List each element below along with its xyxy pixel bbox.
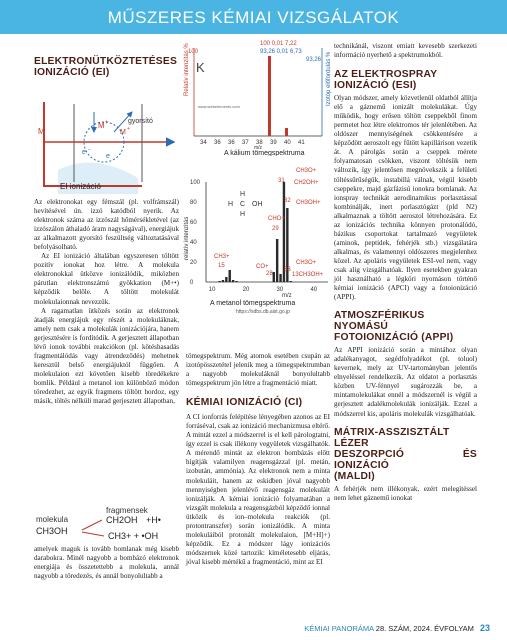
maldi-heading-line2: DESZORPCIÓ ÉS IONIZÁCIÓ [334, 448, 477, 471]
methanol-struct-c: C [240, 201, 246, 208]
esi-paragraph-1: Olyan módszer, amely közvetlenül oldatból állítja elő a gáznemű ionizált molekulákat. Úgy működik, hogy erősen töltött cseppekből finom permetet hoz létre elektromos tér jelenlétében. Az oldószer mennyiségének csökkentésére a képződött aeroszolt egy fűtött kapillárison vezetik át. A párolgás során a cseppek mérete folyamatosan csökken, viszont töltésük nem változik, így jelentősen megnövekszik a felületi töltéssűrűségük, instabillá válnak, végül kisebb cseppekre, majd gázfázisú ionokra bomlanak. Az ionspray technikát aerodinamikus porlasztással kombinálják, inert porlasztógázt (pld N2) alkalmaznak a töltött aeroszol létrehozására. Ez az ionizációs technika könnyen protonálódó, bázikus csoportokat tartalmazó vegyületek (aminok, peptidek, fehérjék stb.) vizsgálatára alkalmas, és valamennyi oldószeres megjelenhez közel. Az apoláris vegyületek ESI-vel nem, vagy csak alig vizsgálhatóak. Ilyen esetekben gyakran jól használható a légköri nyomáson történő kémiai ionizáció (APCI) vagy a fotoionizáció (APPI). [334, 94, 477, 302]
scheme-ch3oh: CH3OH [36, 526, 68, 536]
methanol-struct-oh: OH [252, 201, 263, 208]
spectrum2-bar [225, 277, 227, 282]
maldi-heading-line1: MÁTRIX-ASSZISZTÁLT LÉZER [334, 426, 450, 449]
ei-heading [34, 56, 184, 78]
methanol-spectrum [182, 160, 332, 340]
spectrum2-label-cho: CHO+ [268, 216, 285, 222]
spectrum2-bar [290, 281, 292, 282]
spectrum2-bar [273, 272, 275, 282]
spectrum2-ytick: 60 [190, 220, 197, 226]
methanol-struct-h-top: H [240, 191, 246, 198]
spectrum2-bar [222, 280, 224, 282]
ei-paragraph-2: Az EI ionizáció általában egyszeresen töltött pozitív ionokat hoz létre. A molekula elektronokkal ütközve ionizálódik, miközben párutlan elektronszámú gyökkation (M+•) képződik belőle. A töltött molekulát molekulaionnak nevezzük. [34, 252, 179, 306]
spectrum1-xtick: 37 [242, 140, 249, 146]
page-footer [0, 623, 490, 633]
spectrum1-xtick: 41 [298, 140, 305, 146]
spectrum2-label-n29: 29 [272, 226, 279, 232]
maldi-paragraph-1: A fehérjék nem illékonyak, ezért melegítéssel nem lehet gáznemű ionokat [334, 484, 477, 502]
spectrum1-caption: A kálium tömegspektruma [224, 150, 305, 156]
spectrum1-xlabel: m/z [254, 145, 263, 151]
scheme-ch3: CH3+ + •OH [108, 531, 159, 541]
ei-paragraph-1: Az elektronokat egy fémszál (pl. volfrámszál) hevítésével ún. izzó katódból nyerik. Az elektronok száma az izzószál hőmérsékletével (az izzószálon áthaladó áram nagyságával), energiájuk az alkalmazott gyorsító feszültség változtatásával befolyásolható. [34, 198, 179, 252]
ei-heading-line1: ELEKTRONÜTKÖZTETÉSES [34, 56, 178, 67]
page-header [0, 0, 507, 34]
spectrum1-url: www.webelements.com [198, 104, 240, 109]
footer-magazine: KÉMIAI PANORÁMA [304, 624, 374, 633]
potassium-spectrum [182, 36, 332, 156]
scheme-molecule-label: molekula [36, 515, 69, 524]
appi-heading-line2: FOTOIONIZÁCIÓ (APPI) [334, 332, 454, 344]
methanol-struct-h-left: H [228, 201, 234, 208]
ei-diagram-accel-label: gyorsító [128, 118, 153, 125]
esi-heading-line1: AZ ELEKTROSPRAY [334, 69, 438, 81]
spectrum2-ytick: 100 [190, 180, 201, 186]
spectrum1-xtick: 36 [228, 140, 235, 146]
spectrum1-xtick: 38 [256, 140, 263, 146]
right-intro: technikánál, viszont emiatt kevesebb szerkezeti információ nyerhető a spektrumokból. [334, 42, 477, 60]
spectrum2-bar [279, 274, 281, 282]
spectrum2-bar [235, 281, 237, 282]
spectrum1-peaks-top: 100 0,01 7,22 [260, 41, 297, 47]
fragmentation-scheme [34, 506, 180, 542]
spectrum1-xtick: 40 [284, 140, 291, 146]
ei-paragraph-b1: amelyek maguk is tovább bomlanak még kisebb darabokra. Minél nagyobb a bombázó elektronok energiája és összetettebb a molekula, annál nagyobb a töredezés, és annál bonyolultabb a [34, 545, 179, 581]
scheme-h-radical: +H• [146, 515, 161, 525]
spectrum2-xtick: 30 [276, 287, 284, 293]
spectrum1-ylabel-right: Izotóp előfordulás % [326, 51, 332, 106]
spectrum2-label-c13: 13CH3OH+ [292, 272, 324, 278]
svg-text:e: e [106, 153, 110, 160]
svg-text:−: − [88, 147, 91, 153]
spectrum2-xtick: 20 [242, 287, 250, 293]
spectrum2-bar [232, 280, 234, 282]
svg-text:+: + [127, 126, 130, 132]
spectrum2-xtick: 40 [310, 287, 318, 293]
spectrum2-ytick: 0 [190, 280, 194, 286]
spectrum2-label-ch2oh-32: CH3OH+ [296, 200, 321, 206]
spectrum1-ylabel: Relatív intenzitás % [184, 43, 190, 96]
spectrum2-label-n15: 15 [218, 263, 225, 269]
spectrum2-label-n28: 28 [266, 271, 273, 277]
footer-issue: 28. SZÁM, 2024. ÉVFOLYAM [375, 624, 474, 633]
spectrum2-ytick: 40 [190, 240, 197, 246]
svg-text:M: M [120, 129, 126, 136]
esi-heading-line2: IONIZÁCIÓ (ESI) [334, 80, 417, 92]
ei-diagram-e: e [82, 149, 86, 156]
right-body [334, 42, 477, 503]
svg-text:+: + [105, 120, 109, 126]
spectrum1-xtick: 34 [200, 140, 207, 146]
ei-diagram [34, 82, 180, 194]
spectrum1-peak-39 [268, 56, 271, 136]
mid-body [186, 352, 330, 567]
spectrum2-caption: A metanol tömegspektruma [210, 300, 296, 307]
maldi-heading-line3: (MALDI) [334, 470, 375, 482]
spectrum2-label-ch3o-top: CH3O+ [296, 168, 317, 174]
spectrum2-label-ch3: CH3+ [214, 254, 230, 260]
mid-paragraph-1: tömegspektrum. Még atomok esetében csupán az izotópösszetétel jelenik meg a tömegspektrumban a nagyobb molekuláknál bonyolultabb tömegspektrum jön létre a fragmentáció miatt. [186, 352, 330, 388]
spectrum2-bar [276, 239, 278, 282]
spectrum2-label-co: CO+ [256, 264, 269, 270]
appi-heading-line1: ATMOSZFÉRIKUS NYOMÁSÚ [334, 310, 425, 333]
ei-body-b [34, 545, 179, 581]
header-title: MŰSZERES KÉMIAI VIZSGÁLATOK [107, 8, 400, 27]
spectrum2-ylabel: relatív intenzitás [184, 216, 190, 260]
ci-heading: KÉMIAI IONIZÁCIÓ (CI) [186, 397, 303, 409]
ei-paragraph-3: A ragamatlan ütközés során az elektronok átadják energiájuk egy részét a molekuláknak, amely nem csak a molekulák ionizációjára, hanem gerjesztésére is fordítódik. A gerjesztett állapotban lévő ionok további reakciókon (pl. kötéshasadás fragmentálódás vagy átrendeződés) mehetnek keresztül belső energiájuktól függően. A molekulaion ezt követően kisebb töredékekre bomlik. Például a metanol ion különböző módon töredezhet, az egyik fragmens töltött hordoz, egy másik, töltés nélküli marad gerjesztett állapotban, [34, 306, 179, 406]
ei-diagram-caption: EI ionizáció [60, 182, 101, 191]
scheme-ch2oh: CH2OH [106, 515, 138, 525]
methanol-struct-h-bottom: H [240, 211, 246, 218]
ei-diagram-m-plus: M [98, 121, 105, 130]
spectrum2-label-n33: 33 [284, 267, 291, 273]
ei-body [34, 198, 179, 406]
spectrum1-peaks-top2: 93,26 0,01 6,73 [260, 49, 302, 55]
scheme-fragments-label: fragmensek [106, 506, 148, 515]
ei-heading-line2: IONIZÁCIÓ (EI) [34, 67, 110, 78]
spectrum2-ytick: 80 [190, 200, 197, 206]
spectrum2-label-ch2oh-top: CH2OH+ [294, 180, 319, 186]
footer-page-number: 23 [479, 623, 490, 633]
spectrum2-xlabel: m/z [282, 293, 292, 299]
spectrum2-bar [218, 281, 220, 282]
spectrum2-bar [229, 270, 231, 282]
ci-paragraph-1: A CI ionforrás felépítése lényegében azonos az EI forráséval, csak az ionizáció mechanizmusa eltérő. A mintát ezzel a módszerrel is el kell párologtatni, így ezzel is csak illékony vegyületek vizsgálhatók. A mérendő mintát az elektron bombázás előtt hígítják valamilyen reagensgázzal (pl. metán, izobután, ammónia). Az elektronok nem a minta molekuláit, hanem az eskidben jóval nagyobb mennyiségben jelenlévő reagensgáz molekuláit ionizálják. A kémiai ionizáció folyamatában a vizsgált molekula a reagensgázból képződő ionnal ütközik és ion–molekula reakciók (pl. protontranszfer) során ionizálódik. A minta molekuláiból protonált molekulaion, [M+H]+) képződik. Ez a módszer lágy ionizációs módszernek közé tartozik: kíméletesebb eljárás, jóval kisebb mértékű a fragmentáció, mint az EI [186, 413, 330, 566]
spectrum1-k-label: K [196, 60, 205, 75]
spectrum1-xtick: 36 [214, 140, 221, 146]
spectrum1-ytop: 100 [188, 49, 199, 55]
spectrum2-label-n31: 31 [278, 178, 285, 184]
spectrum1-xtick: 39 [270, 140, 277, 146]
appi-paragraph-1: Az APPI ionizáció során a mintához olyan adalékanyagot, segédfolyadékot (pl. toluol) kevernek, mely az UV-tartományban jelentős elnyeléssel rendelkezik. Az oldatot a porlasztás közben UV-fénnyel sugározzák be, a mintamolekulákat ennél a módszernél is végül a gerjesztett adalékmolekulák ionizálják. Ezzel a módszerrel kis, apoláris molekulák vizsgálhatóak. [334, 346, 477, 418]
spectrum2-label-n32: 32 [284, 198, 291, 204]
spectrum1-right-value: 93,26 [306, 57, 322, 63]
ei-diagram-m-left: M [38, 127, 45, 136]
spectrum2-label-ch3o-33: CH3O+ [296, 260, 317, 266]
spectrum2-url: https://sdbs.db.aist.go.jp [236, 309, 290, 315]
spectrum1-peak-41 [285, 128, 288, 136]
spectrum2-ytick: 20 [190, 260, 197, 266]
spectrum2-xtick: 10 [208, 287, 216, 293]
